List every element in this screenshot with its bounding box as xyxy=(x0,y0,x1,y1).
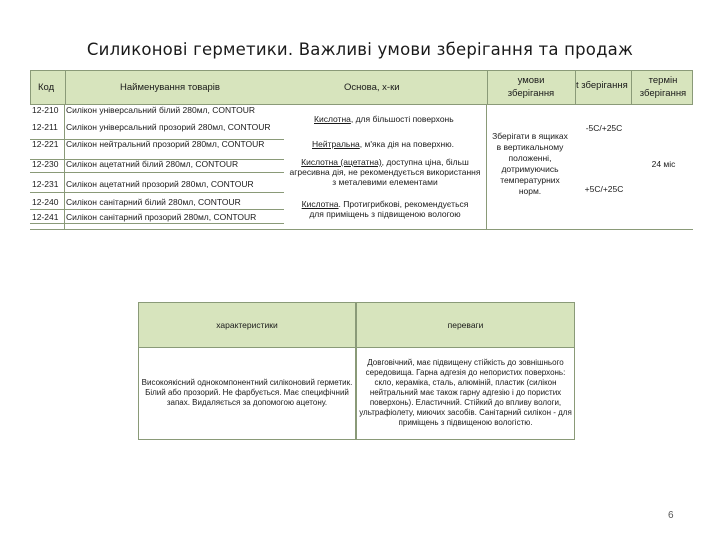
base-note-neutral: Нейтральна, м'яка дія на поверхню. xyxy=(312,139,454,149)
header-term-l1: термін xyxy=(648,75,678,86)
temp-range-1: -5С/+25С xyxy=(585,123,623,133)
header-name: Найменування товарів xyxy=(120,82,220,93)
base-note-acetate-l3: з металевими елементами xyxy=(332,177,438,187)
header-code: Код xyxy=(38,82,55,93)
row-name: Силікон універсальний прозорий 280мл, CONTOUR xyxy=(66,122,271,132)
header-temp: t зберігання xyxy=(576,80,628,91)
storage-line: положенні, xyxy=(508,153,552,163)
base-note-acid: Кислотна, для більшості поверхонь xyxy=(314,114,454,124)
storage-line: норм. xyxy=(518,186,542,196)
storage-line: Зберігати в ящиках xyxy=(492,131,568,141)
table-body xyxy=(30,105,693,230)
page-number: 6 xyxy=(668,510,674,521)
header-term-l2: зберігання xyxy=(639,88,687,99)
page-title: Силиконові герметики. Важливі умови зберігання та продаж xyxy=(86,40,634,59)
characteristics-body: Високоякісний однокомпонентний силіконовий герметик. Білий або прозорий. Не фарбується. Має специфічний запах. Видаляється за допомогою ацетону. xyxy=(138,348,356,440)
base-note-acetate-l1: Кислотна (ацетатна), доступна ціна, більш xyxy=(301,157,469,167)
row-code: 12-241 xyxy=(32,212,59,222)
row-name: Силікон нейтральний прозорий 280мл, CONTOUR xyxy=(66,139,265,149)
base-note-sanitary-l2: для приміщень з підвищеною вологою xyxy=(309,209,461,219)
storage-line: дотримуючись xyxy=(501,164,559,174)
storage-term: 24 міс xyxy=(651,159,676,169)
row-name: Силікон ацетатний білий 280мл, CONTOUR xyxy=(66,159,239,169)
row-code: 12-231 xyxy=(32,179,59,189)
row-name: Силікон універсальний білий 280мл, CONTOUR xyxy=(66,105,256,115)
storage-line: в вертикальному xyxy=(496,142,564,152)
storage-line: температурних xyxy=(500,175,560,185)
characteristics-header: характеристики xyxy=(138,302,356,348)
base-note-sanitary-l1: Кислотна. Протигрибкові, рекомендується xyxy=(301,199,469,209)
row-code: 12-240 xyxy=(32,197,59,207)
row-name: Силікон санітарний прозорий 280мл, CONTOUR xyxy=(66,212,257,222)
row-code: 12-210 xyxy=(32,105,59,115)
table-header xyxy=(30,70,693,105)
row-code: 12-230 xyxy=(32,159,59,169)
advantages-body: Довговічний, має підвищену стійкість до зовнішнього середовища. Гарна адгезія до непористих поверхонь: скло, кераміка, сталь, алюміній, пластик (силікон нейтральний має також гарну адгезію і до пористих поверхонь). Еластичний. Стійкий до впливу вологи, ультрафіолету, миючих засобів. Санітарний силікон - для приміщень з підвищеною вологістю. xyxy=(356,348,575,440)
base-note-acetate-l2: агресивна дія, не рекомендується використання xyxy=(289,167,481,177)
temp-range-2: +5С/+25С xyxy=(584,184,624,194)
header-conditions-l2: зберігання xyxy=(507,88,555,99)
advantages-header: переваги xyxy=(356,302,575,348)
row-code: 12-211 xyxy=(32,122,58,132)
row-name: Силікон ацетатний прозорий 280мл, CONTOUR xyxy=(66,179,254,189)
row-name: Силікон санітарний білий 280мл, CONTOUR xyxy=(66,197,241,207)
header-base: Основа, х-ки xyxy=(344,82,400,93)
row-code: 12-221 xyxy=(32,139,59,149)
header-conditions-l1: умови xyxy=(517,75,545,86)
